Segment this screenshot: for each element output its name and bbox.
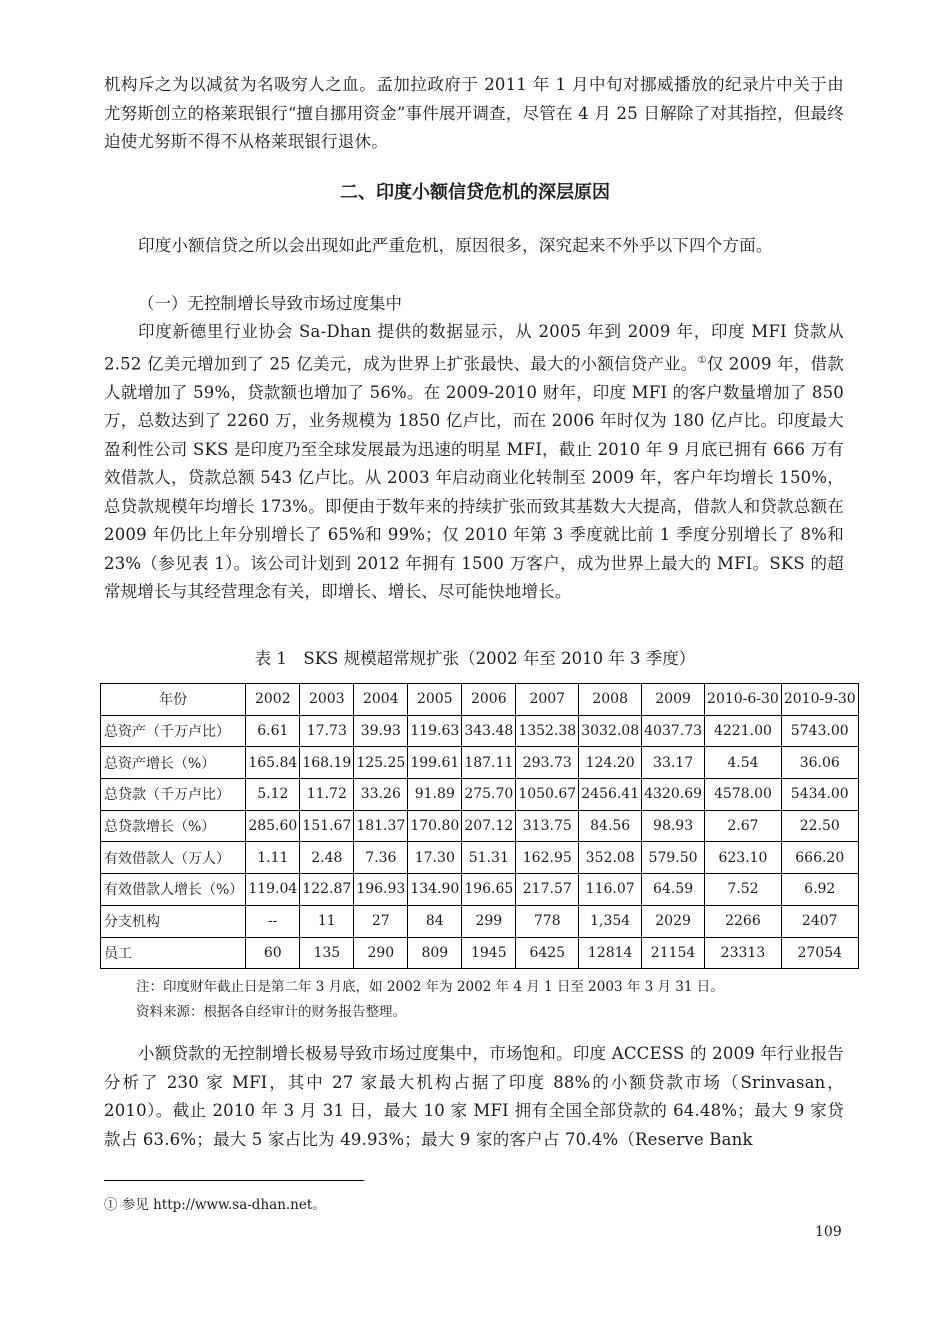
table-header-year: 2009	[642, 684, 705, 716]
table-cell: 352.08	[579, 842, 642, 874]
table-cell: 170.80	[408, 810, 462, 842]
table-cell: 299	[462, 905, 516, 937]
section-intro-paragraph: 印度小额信贷之所以会出现如此严重危机，原因很多，深究起来不外乎以下四个方面。	[138, 236, 773, 255]
table-cell: 2266	[705, 905, 782, 937]
table-row-label: 分支机构	[101, 905, 246, 937]
table-cell: 17.30	[408, 842, 462, 874]
table-cell: 39.93	[354, 715, 408, 747]
table-cell: 4.54	[705, 747, 782, 779]
table-cell: 1945	[462, 937, 516, 969]
table-caption: 表 1 SKS 规模超常规扩张（2002 年至 2010 年 3 季度）	[254, 649, 696, 668]
table-cell: 21154	[642, 937, 705, 969]
table-cell: 199.61	[408, 747, 462, 779]
table-header-year: 2004	[354, 684, 408, 716]
table-row	[101, 842, 859, 874]
table-cell: 11.72	[300, 779, 354, 811]
table-cell: 2407	[781, 905, 858, 937]
table-cell: 33.26	[354, 779, 408, 811]
table-cell: 124.20	[579, 747, 642, 779]
table-cell: 116.07	[579, 874, 642, 906]
body-paragraph-1-part-a: 印度新德里行业协会 Sa-Dhan 提供的数据显示，从 2005 年到 2009 年，印度 MFI 贷款从 2.52 亿美元增加到了 25 亿美元，成为世界上扩张最快、最大的小额信贷产业。	[104, 322, 844, 373]
table-header-year: 2006	[462, 684, 516, 716]
table-row-label: 总资产（千万卢比）	[101, 715, 246, 747]
table-row	[101, 905, 859, 937]
table-row-label: 有效借款人增长（%）	[101, 874, 246, 906]
table-row-label: 有效借款人（万人）	[101, 842, 246, 874]
table-cell: 1352.38	[516, 715, 579, 747]
table-header-year: 2002	[246, 684, 300, 716]
table-row	[101, 810, 859, 842]
subheading-uncontrolled-growth: （一）无控制增长导致市场过度集中	[138, 294, 402, 313]
footnote-text: ① 参见 http://www.sa-dhan.net。	[104, 1197, 326, 1213]
table-cell: 36.06	[781, 747, 858, 779]
section-heading: 二、印度小额信贷危机的深层原因	[340, 182, 610, 203]
footnote-divider	[104, 1180, 364, 1181]
table-cell: 275.70	[462, 779, 516, 811]
table-cell: 33.17	[642, 747, 705, 779]
table-cell: 23313	[705, 937, 782, 969]
table-cell: 7.52	[705, 874, 782, 906]
table-cell: 3032.08	[579, 715, 642, 747]
table-cell: 5743.00	[781, 715, 858, 747]
table-cell: 285.60	[246, 810, 300, 842]
table-cell: 1,354	[579, 905, 642, 937]
table-cell: 122.87	[300, 874, 354, 906]
table-cell: 579.50	[642, 842, 705, 874]
table-cell: 6.61	[246, 715, 300, 747]
table-cell: 187.11	[462, 747, 516, 779]
sks-expansion-table	[100, 683, 859, 969]
table-row-label: 总贷款（千万卢比）	[101, 779, 246, 811]
body-paragraph-1-part-b: 仅 2009 年，借款人就增加了 59%，贷款额也增加了 56%。在 2009-2010 财年，印度 MFI 的客户数量增加了 850 万，总数达到了 2260 万，业务规模为 1850 亿卢比，而在 2006 年时仅为 180 亿卢比。印度最大盈利性公司 SKS 是印度乃至全球发展最为迅速的明星 MFI，截止 2010 年 9 月底已拥有 666 万有效借款人，贷款总额 543 亿卢比。从 2003 年启动商业化转制至 2009 年，客户年均增长 150%，总贷款规模年均增长 173%。即便由于数年来的持续扩张而致其基数大大提高，借款人和贷款总额在 2009 年仍比上年分别增长了 65%和 99%；仅 2010 年第 3 季度就比前 1 季度分别增长了 8%和 23%（参见表 1）。该公司计划到 2012 年拥有 1500 万客户，成为世界上最大的 MFI。SKS 的超常规增长与其经营理念有关，即增长、增长、尽可能快地增长。	[104, 354, 844, 601]
table-cell: 4320.69	[642, 779, 705, 811]
table-cell: 119.04	[246, 874, 300, 906]
table-cell: 91.89	[408, 779, 462, 811]
table-header-year: 2007	[516, 684, 579, 716]
table-header-year: 2010-9-30	[781, 684, 858, 716]
table-cell: 1050.67	[516, 779, 579, 811]
table-cell: 135	[300, 937, 354, 969]
table-cell: 196.93	[354, 874, 408, 906]
table-cell: 51.31	[462, 842, 516, 874]
table-cell: 2.48	[300, 842, 354, 874]
table-cell: 5434.00	[781, 779, 858, 811]
table-cell: 290	[354, 937, 408, 969]
table-cell: 2456.41	[579, 779, 642, 811]
body-paragraph-2: 小额贷款的无控制增长极易导致市场过度集中，市场饱和。印度 ACCESS 的 2009 年行业报告分析了 230 家 MFI，其中 27 家最大机构占据了印度 88%的小额贷款市场（Srinvasan，2010）。截止 2010 年 3 月 31 日，最大 10 家 MFI 拥有全国全部贷款的 64.48%；最大 9 家贷款占 63.6%；最大 5 家占比为 49.93%；最大 9 家的客户占 70.4%（Reserve Bank	[104, 1044, 844, 1149]
intro-paragraph: 机构斥之为以减贫为名吸穷人之血。孟加拉政府于 2011 年 1 月中旬对挪威播放的纪录片中关于由尤努斯创立的格莱珉银行“擅自挪用资金”事件展开调查，尽管在 4 月 25 日解除了对其指控，但最终迫使尤努斯不得不从格莱珉银行退休。	[104, 75, 844, 151]
table-row	[101, 874, 859, 906]
table-cell: --	[246, 905, 300, 937]
table-cell: 27	[354, 905, 408, 937]
table-cell: 7.36	[354, 842, 408, 874]
table-header-year: 2008	[579, 684, 642, 716]
table-cell: 217.57	[516, 874, 579, 906]
table-cell: 4221.00	[705, 715, 782, 747]
table-cell: 666.20	[781, 842, 858, 874]
table-row-label: 员工	[101, 937, 246, 969]
table-cell: 125.25	[354, 747, 408, 779]
table-cell: 60	[246, 937, 300, 969]
table-cell: 809	[408, 937, 462, 969]
table-cell: 119.63	[408, 715, 462, 747]
table-cell: 293.73	[516, 747, 579, 779]
table-cell: 27054	[781, 937, 858, 969]
table-cell: 6425	[516, 937, 579, 969]
table-cell: 11	[300, 905, 354, 937]
table-cell: 2029	[642, 905, 705, 937]
table-cell: 162.95	[516, 842, 579, 874]
table-cell: 1.11	[246, 842, 300, 874]
table-header-year: 2005	[408, 684, 462, 716]
footnote-reference: ①	[697, 354, 707, 366]
table-cell: 5.12	[246, 779, 300, 811]
table-cell: 165.84	[246, 747, 300, 779]
table-cell: 778	[516, 905, 579, 937]
table-header-year: 2003	[300, 684, 354, 716]
body-paragraph-1	[104, 318, 844, 607]
table-cell: 151.67	[300, 810, 354, 842]
table-body	[101, 715, 859, 969]
table-cell: 17.73	[300, 715, 354, 747]
table-cell: 4578.00	[705, 779, 782, 811]
table-cell: 4037.73	[642, 715, 705, 747]
table-row-label: 总贷款增长（%）	[101, 810, 246, 842]
table-cell: 168.19	[300, 747, 354, 779]
table-cell: 207.12	[462, 810, 516, 842]
table-cell: 84.56	[579, 810, 642, 842]
table-row	[101, 715, 859, 747]
table-cell: 343.48	[462, 715, 516, 747]
table-cell: 181.37	[354, 810, 408, 842]
table-cell: 12814	[579, 937, 642, 969]
table-header-year-label: 年份	[101, 684, 246, 716]
table-cell: 2.67	[705, 810, 782, 842]
table-row	[101, 747, 859, 779]
table-cell: 313.75	[516, 810, 579, 842]
table-cell: 98.93	[642, 810, 705, 842]
table-source: 资料来源：根据各自经审计的财务报告整理。	[136, 1004, 406, 1020]
table-cell: 623.10	[705, 842, 782, 874]
table-row	[101, 779, 859, 811]
table-cell: 6.92	[781, 874, 858, 906]
table-header-year: 2010-6-30	[705, 684, 782, 716]
table-cell: 196.65	[462, 874, 516, 906]
table-cell: 134.90	[408, 874, 462, 906]
page-number: 109	[815, 1224, 842, 1240]
table-note: 注：印度财年截止日是第二年 3 月底，如 2002 年为 2002 年 4 月 1 日至 2003 年 3 月 31 日。	[136, 979, 724, 995]
table-cell: 22.50	[781, 810, 858, 842]
table-row	[101, 937, 859, 969]
table-cell: 64.59	[642, 874, 705, 906]
table-header-row	[101, 684, 859, 716]
table-cell: 84	[408, 905, 462, 937]
table-row-label: 总资产增长（%）	[101, 747, 246, 779]
